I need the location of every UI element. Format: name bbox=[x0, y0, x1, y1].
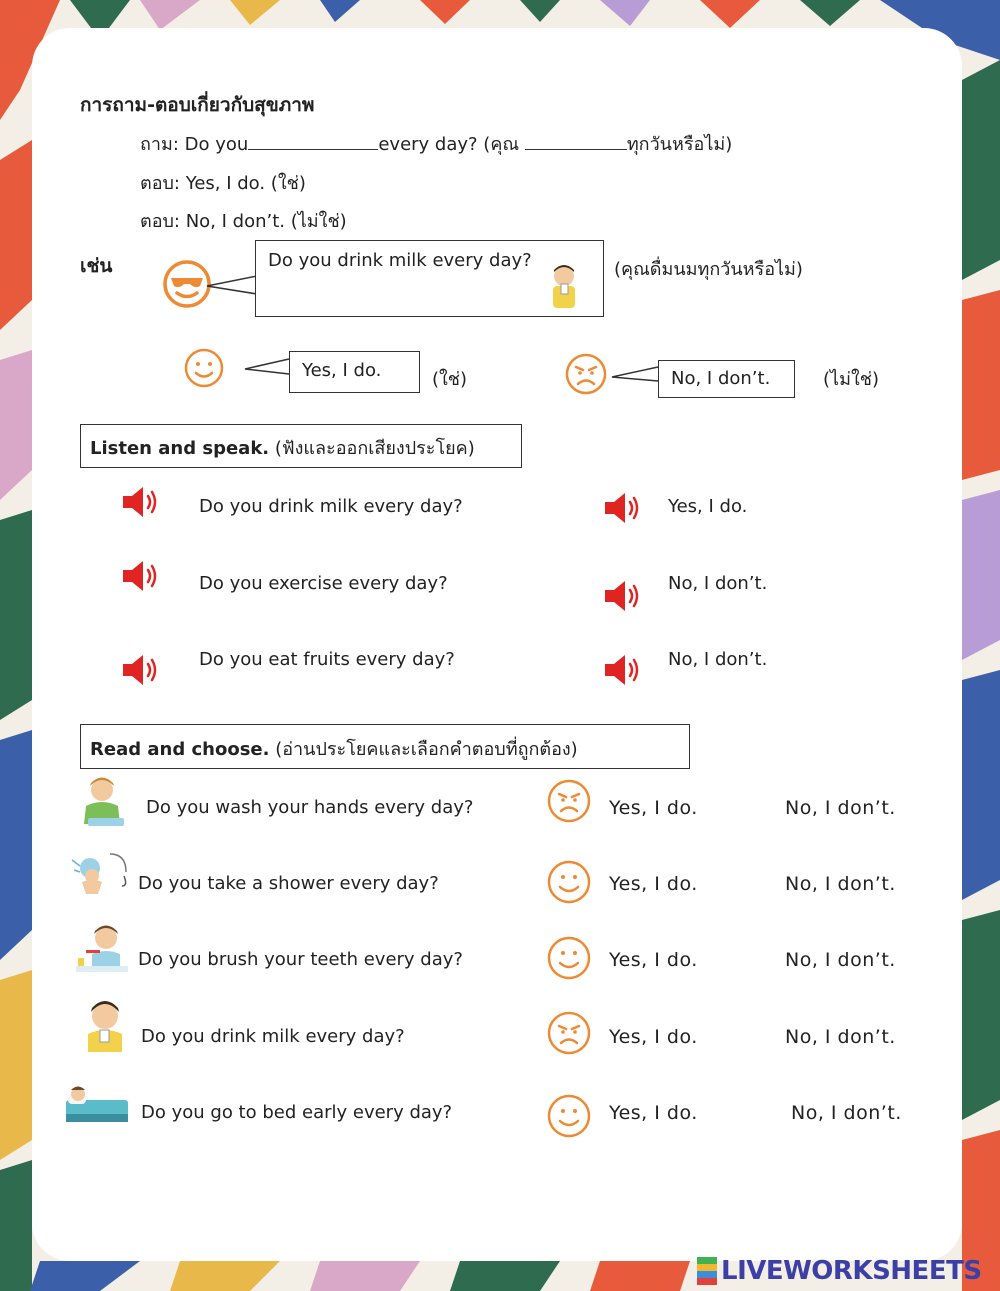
choice-no[interactable]: No, I don’t. bbox=[785, 873, 896, 895]
read-question: Do you brush your teeth every day? bbox=[138, 949, 463, 970]
logo-text: LIVEWORKSHEETS bbox=[721, 1256, 982, 1286]
smile-face-icon[interactable] bbox=[546, 859, 592, 905]
read-question: Do you take a shower every day? bbox=[138, 873, 439, 894]
example-question-th: (คุณดื่มนมทุกวันหรือไม่) bbox=[614, 259, 803, 280]
listen-question: Do you drink milk every day? bbox=[199, 496, 463, 517]
choice-no[interactable]: No, I don’t. bbox=[785, 1026, 896, 1048]
frown-face-icon[interactable] bbox=[546, 1010, 592, 1056]
example-no: No, I don’t. bbox=[671, 368, 771, 389]
listen-answer: No, I don’t. bbox=[668, 573, 768, 594]
smile-face-icon[interactable] bbox=[546, 1093, 592, 1139]
listen-answer: No, I don’t. bbox=[668, 649, 768, 670]
smile-face-icon bbox=[183, 347, 225, 389]
drink-milk-picture-icon bbox=[78, 998, 132, 1054]
listen-question: Do you exercise every day? bbox=[199, 573, 448, 594]
listen-title-en: Listen and speak. bbox=[90, 438, 270, 459]
frown-face-icon bbox=[564, 352, 608, 396]
answer-no-pattern: ตอบ: No, I don’t. (ไม่ใช่) bbox=[140, 211, 347, 232]
speaker-icon[interactable] bbox=[603, 652, 643, 688]
listen-section-title bbox=[90, 433, 475, 462]
choice-yes[interactable]: Yes, I do. bbox=[609, 873, 698, 895]
question-en-end: every day? (คุณ bbox=[378, 134, 520, 155]
read-question: Do you wash your hands every day? bbox=[146, 797, 474, 818]
logo-live-tag bbox=[697, 1257, 717, 1285]
listen-answer: Yes, I do. bbox=[668, 496, 748, 517]
example-question: Do you drink milk every day? bbox=[268, 250, 532, 271]
shower-picture-icon bbox=[68, 852, 132, 896]
smile-face-icon[interactable] bbox=[546, 935, 592, 981]
wash-hands-picture-icon bbox=[80, 776, 128, 828]
choice-yes[interactable]: Yes, I do. bbox=[609, 1026, 698, 1048]
listen-question: Do you eat fruits every day? bbox=[199, 649, 455, 670]
read-title-en: Read and choose. bbox=[90, 739, 270, 760]
read-section-title bbox=[90, 734, 578, 763]
example-yes: Yes, I do. bbox=[302, 360, 382, 381]
example-yes-th: (ใช่) bbox=[432, 369, 468, 390]
blank-line-th bbox=[525, 135, 627, 150]
speaker-icon[interactable] bbox=[121, 652, 161, 688]
example-label: เช่น bbox=[80, 255, 113, 277]
speaker-icon[interactable] bbox=[603, 578, 643, 614]
choice-yes[interactable]: Yes, I do. bbox=[609, 797, 698, 819]
answer-yes-pattern: ตอบ: Yes, I do. (ใช่) bbox=[140, 173, 306, 194]
read-title-th: (อ่านประโยคและเลือกคำตอบที่ถูกต้อง) bbox=[275, 739, 578, 760]
question-pattern bbox=[140, 129, 732, 158]
listen-title-th: (ฟังและออกเสียงประโยค) bbox=[274, 438, 475, 459]
read-question: Do you go to bed early every day? bbox=[141, 1102, 453, 1123]
brush-teeth-picture-icon bbox=[72, 922, 132, 974]
sleeping-in-bed-picture-icon bbox=[64, 1078, 130, 1126]
choice-yes[interactable]: Yes, I do. bbox=[609, 1102, 698, 1124]
page-title: การถาม-ตอบเกี่ยวกับสุขภาพ bbox=[80, 94, 315, 116]
liveworksheets-logo[interactable] bbox=[697, 1255, 982, 1287]
speech-tail bbox=[243, 356, 293, 380]
speaker-icon[interactable] bbox=[121, 484, 161, 520]
boy-drinking-milk-icon bbox=[546, 262, 582, 312]
question-th-end: ทุกวันหรือไม่) bbox=[626, 134, 733, 155]
blank-line-en bbox=[248, 135, 378, 150]
speech-tail bbox=[610, 363, 662, 387]
frown-face-icon[interactable] bbox=[546, 778, 592, 824]
choice-no[interactable]: No, I don’t. bbox=[785, 797, 896, 819]
question-en-start: Do you bbox=[184, 134, 249, 155]
speaker-icon[interactable] bbox=[121, 558, 161, 594]
choice-no[interactable]: No, I don’t. bbox=[785, 949, 896, 971]
speaker-icon[interactable] bbox=[603, 490, 643, 526]
question-prefix: ถาม: bbox=[140, 134, 179, 155]
choice-no[interactable]: No, I don’t. bbox=[791, 1102, 902, 1124]
example-no-th: (ไม่ใช่) bbox=[823, 369, 879, 390]
choice-yes[interactable]: Yes, I do. bbox=[609, 949, 698, 971]
read-question: Do you drink milk every day? bbox=[141, 1026, 405, 1047]
